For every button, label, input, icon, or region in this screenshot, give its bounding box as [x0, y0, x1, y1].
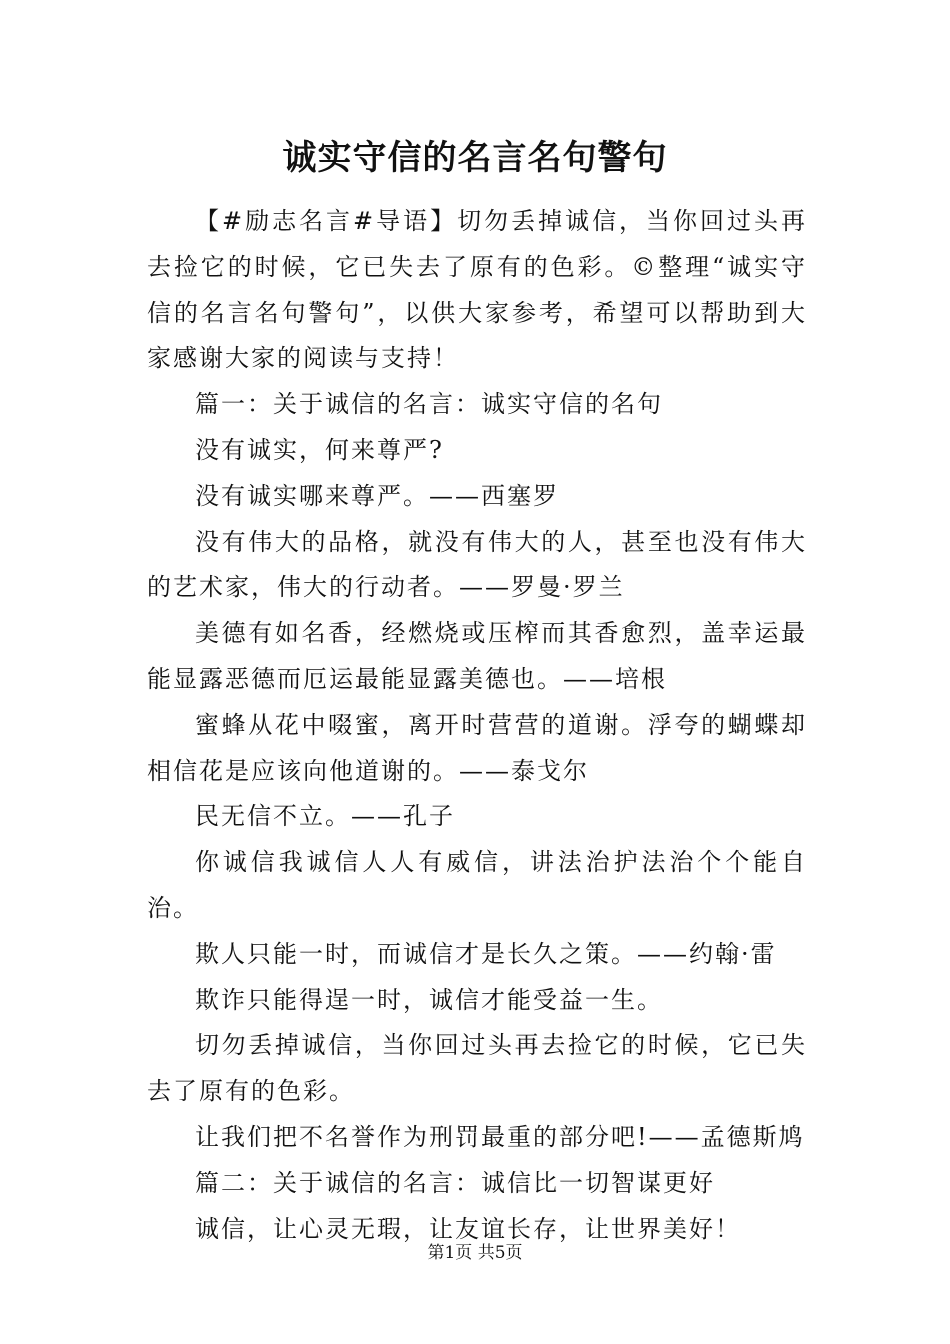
page-footer: 第1页 共5页	[427, 1243, 523, 1263]
document-body	[147, 199, 807, 1252]
paragraph: 没有伟大的品格，就没有伟大的人，甚至也没有伟大的艺术家，伟大的行动者。——罗曼·罗兰	[147, 527, 807, 602]
paragraph: 民无信不立。——孔子	[195, 802, 455, 831]
paragraph-section-heading-1: 篇一：关于诚信的名言：诚实守信的名句	[195, 390, 663, 419]
paragraph-section-heading-2: 篇二：关于诚信的名言：诚信比一切智谋更好	[195, 1168, 715, 1197]
paragraph: 你诚信我诚信人人有威信，讲法治护法治个个能自治。	[147, 848, 807, 922]
paragraph: 没有诚实，何来尊严?	[195, 435, 444, 464]
paragraph: 蜜蜂从花中啜蜜，离开时营营的道谢。浮夸的蝴蝶却相信花是应该向他道谢的。——泰戈尔	[147, 710, 807, 785]
paragraph: 切勿丢掉诚信，当你回过头再去捡它的时候，它已失去了原有的色彩。	[147, 1031, 807, 1106]
paragraph: 没有诚实哪来尊严。——西塞罗	[195, 481, 559, 510]
paragraph: 让我们把不名誉作为刑罚最重的部分吧!——孟德斯鸠	[195, 1122, 805, 1151]
paragraph: 欺诈只能得逞一时，诚信才能受益一生。	[195, 985, 663, 1014]
paragraph-intro: 【#励志名言#导语】切勿丢掉诚信，当你回过头再去捡它的时候，它已失去了原有的色彩。©整理“诚实守信的名言名句警句”，以供大家参考，希望可以帮助到大家感谢大家的阅读与支持！	[147, 207, 807, 373]
document-title: 诚实守信的名言名句警句	[282, 138, 668, 178]
paragraph: 美德有如名香，经燃烧或压榨而其香愈烈，盖幸运最能显露恶德而厄运最能显露美德也。——培根	[147, 619, 807, 693]
paragraph: 欺人只能一时，而诚信才是长久之策。——约翰·雷	[195, 939, 777, 968]
paragraph: 诚信，让心灵无瑕，让友谊长存，让世界美好！	[195, 1214, 741, 1243]
